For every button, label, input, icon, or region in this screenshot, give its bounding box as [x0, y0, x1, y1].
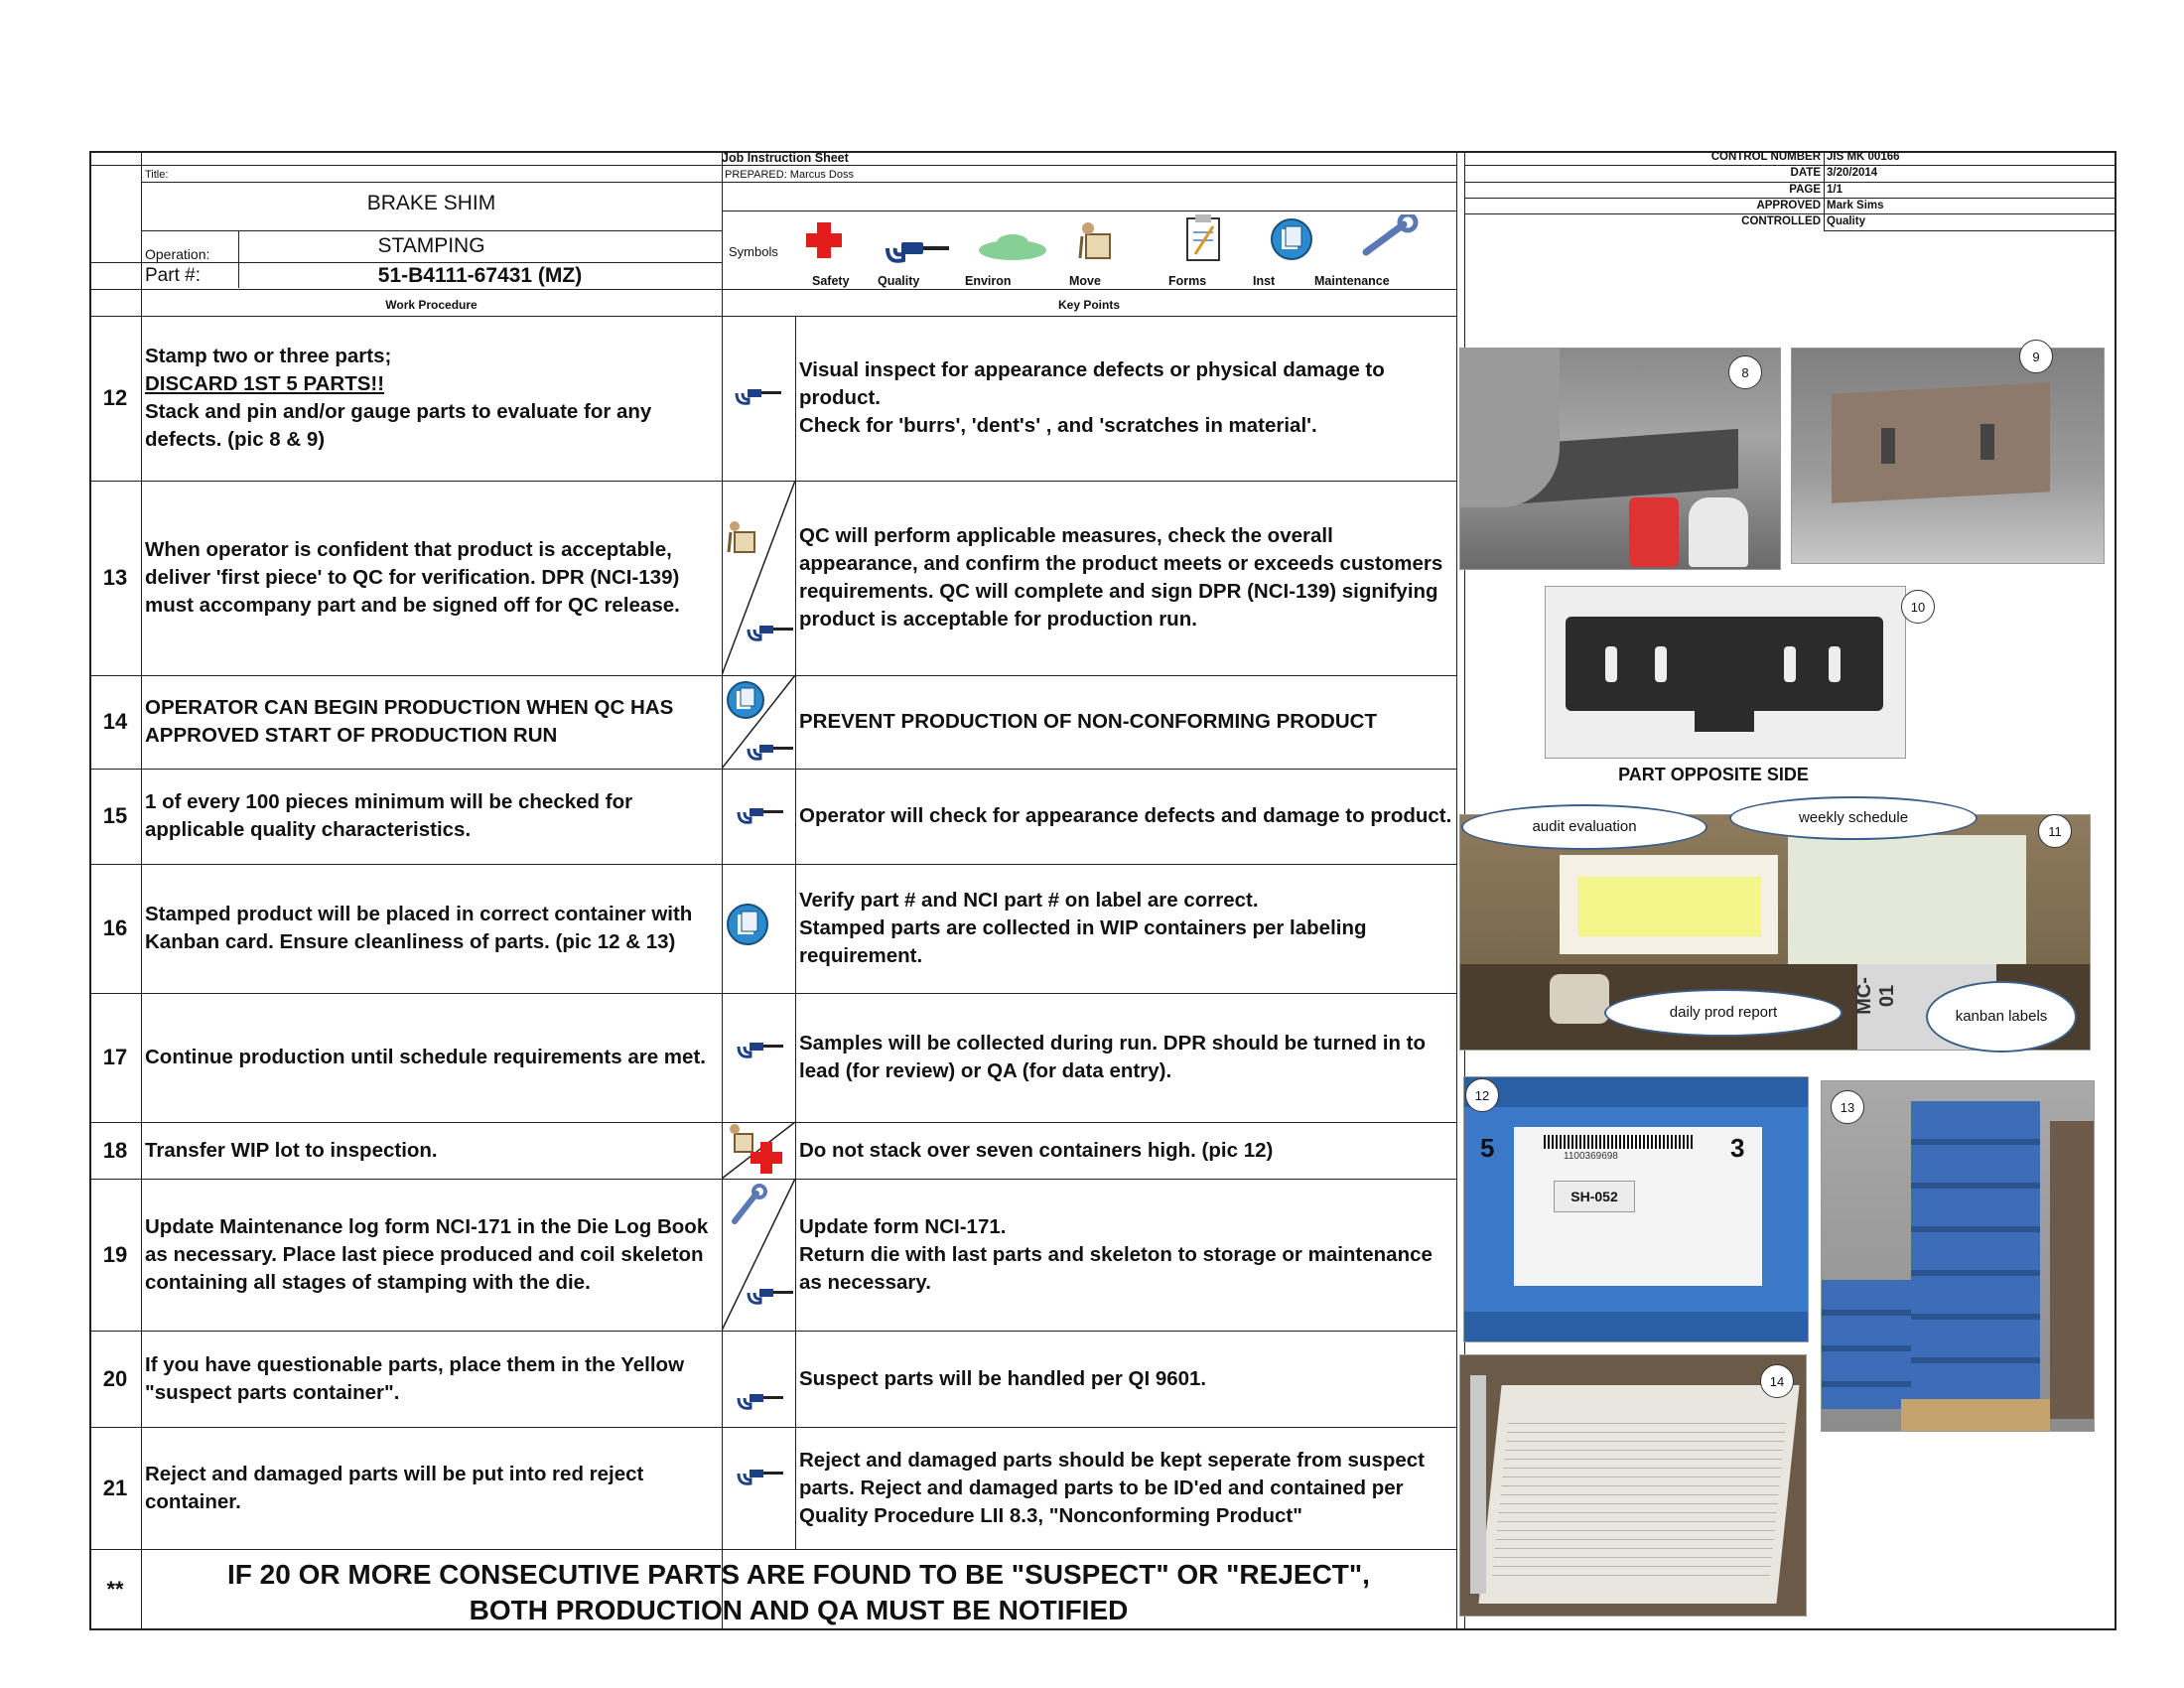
- work-procedure-header: Work Procedure: [385, 298, 478, 312]
- col-line-keypoints: [1456, 151, 1457, 1630]
- shelf-label: MC-01: [1853, 977, 1898, 1015]
- sheet-title: Job Instruction Sheet: [722, 151, 849, 165]
- step-key-point: PREVENT PRODUCTION OF NON-CONFORMING PRODUCT: [799, 710, 1377, 733]
- callout-bubble: daily prod report: [1604, 989, 1843, 1037]
- inst-icon: [725, 902, 770, 947]
- step-procedure: 1 of every 100 pieces minimum will be checked for applicable quality characteristics.: [145, 790, 633, 841]
- symbol-label-move: Move: [1069, 274, 1101, 288]
- control-number-value: JIS MK 00166: [1827, 151, 1900, 163]
- quality-icon: [747, 1281, 796, 1307]
- forms-icon: [1183, 212, 1223, 264]
- photo-stacked-bins: [1821, 1080, 2095, 1432]
- move-icon: [1074, 218, 1118, 264]
- photo-die-log-book: [1459, 1354, 1807, 1617]
- col-line-num: [141, 151, 142, 1630]
- photo-number-badge: 13: [1831, 1090, 1864, 1124]
- step-key-point: Suspect parts will be handled per QI 9601.: [799, 1366, 1207, 1390]
- inst-icon: [1269, 216, 1314, 262]
- bin-number-left: 5: [1480, 1133, 1495, 1163]
- symbols-label: Symbols: [729, 244, 778, 259]
- control-number-label: CONTROL NUMBER: [1710, 151, 1821, 163]
- photo-number-badge: 10: [1901, 590, 1935, 624]
- part-value: 51-B4111-67431 (MZ): [377, 264, 583, 287]
- controlled-label: CONTROLLED: [1741, 215, 1821, 227]
- symbol-label-environ: Environ: [965, 274, 1012, 288]
- date-value: 3/20/2014: [1827, 167, 1878, 179]
- step-number: 13: [102, 565, 128, 590]
- symbol-label-safety: Safety: [812, 274, 850, 288]
- step-number: 17: [102, 1045, 128, 1069]
- quality-icon: [747, 737, 796, 763]
- photo-number-badge: 8: [1728, 355, 1762, 389]
- step-number: 21: [102, 1475, 128, 1500]
- footer-warning: [141, 1557, 1456, 1628]
- symbol-label-inst: Inst: [1253, 274, 1276, 288]
- title-value: BRAKE SHIM: [366, 192, 496, 214]
- step-key-point: Samples will be collected during run. DPR should be turned in to lead (for review) or QA (for data entry).: [799, 1032, 1427, 1082]
- photo-part-opposite: [1545, 586, 1906, 759]
- step-key-point: QC will perform applicable measures, check the overall appearance, and confirm the product meets or exceeds customers requirements. QC will complete and sign DPR (NCI-139) signifying product is acceptable for production run.: [799, 524, 1443, 631]
- environ-icon: [973, 230, 1050, 264]
- callout-bubble: kanban labels: [1926, 981, 2077, 1053]
- quality-icon: [737, 1035, 786, 1060]
- bin-number-right: 3: [1730, 1133, 1745, 1163]
- page-label: PAGE: [1789, 184, 1821, 196]
- step-procedure: OPERATOR CAN BEGIN PRODUCTION WHEN QC HAS APPROVED START OF PRODUCTION RUN: [145, 696, 674, 747]
- footer-line-1: IF 20 OR MORE CONSECUTIVE PARTS ARE FOUND TO BE "SUSPECT" OR "REJECT",: [227, 1559, 1370, 1590]
- date-label: DATE: [1790, 167, 1821, 179]
- move-icon: [725, 518, 760, 558]
- photo-bin-label: [1463, 1076, 1809, 1342]
- approved-label: APPROVED: [1756, 200, 1821, 211]
- step-procedure: Stamped product will be placed in correct container with Kanban card. Ensure cleanliness of parts. (pic 12 & 13): [145, 903, 693, 953]
- photo-part-face: [1791, 348, 2105, 564]
- step-number: 20: [102, 1365, 128, 1391]
- step-number: 12: [102, 385, 128, 410]
- part-label: Part #:: [145, 265, 201, 286]
- step-number: 18: [102, 1137, 128, 1163]
- step-key-point: Reject and damaged parts should be kept seperate from suspect parts. Reject and damaged parts to be ID'ed and contained per Quality Procedure LII 8.3, "Nonconforming Product": [799, 1448, 1425, 1527]
- approved-value: Mark Sims: [1827, 200, 1884, 211]
- safety-icon: [804, 220, 844, 260]
- step-key-point: Verify part # and NCI part # on label are correct. Stamped parts are collected in WIP containers per labeling requirement.: [799, 889, 1367, 967]
- step-number: 14: [102, 709, 128, 734]
- symbol-label-quality: Quality: [878, 274, 920, 288]
- step-key-point: Operator will check for appearance defects and damage to product.: [799, 804, 1452, 827]
- step-procedure: Update Maintenance log form NCI-171 in the Die Log Book as necessary. Place last piece produced and coil skeleton containing all stages of stamping with the die.: [145, 1214, 709, 1294]
- maintenance-icon: [1358, 214, 1420, 258]
- operation-label: Operation:: [145, 246, 210, 262]
- safety-icon: [749, 1140, 784, 1176]
- symbol-label-forms: Forms: [1168, 274, 1207, 288]
- page-value: 1/1: [1827, 184, 1843, 196]
- prepared-by: PREPARED: Marcus Doss: [725, 169, 854, 181]
- barcode-number: 1100369698: [1564, 1151, 1618, 1162]
- step-number: 19: [102, 1241, 128, 1267]
- controlled-value: Quality: [1827, 215, 1865, 227]
- step-number: 16: [102, 915, 128, 940]
- quality-icon: [737, 1386, 786, 1412]
- key-points-header: Key Points: [1057, 298, 1120, 312]
- callout-bubble: audit evaluation: [1461, 804, 1707, 850]
- quality-icon: [884, 228, 953, 266]
- step-number: 15: [102, 803, 128, 828]
- photo-caption: PART OPPOSITE SIDE: [1618, 765, 1809, 784]
- photo-number-badge: 14: [1760, 1364, 1794, 1398]
- step-procedure: Reject and damaged parts will be put into red reject container.: [145, 1462, 644, 1513]
- callout-bubble: weekly schedule: [1729, 796, 1978, 840]
- photo-number-badge: 12: [1465, 1078, 1499, 1112]
- maintenance-icon: [729, 1184, 768, 1227]
- photo-number-badge: 9: [2019, 340, 2053, 373]
- quality-icon: [737, 800, 786, 826]
- quality-icon: [747, 618, 796, 643]
- inst-icon: [725, 679, 766, 721]
- bin-code: SH-052: [1554, 1181, 1635, 1212]
- step-procedure: When operator is confident that product is acceptable, deliver 'first piece' to QC for verification. DPR (NCI-139) must accompany part and be signed off for QC release.: [145, 538, 680, 617]
- photo-number-badge: 11: [2038, 814, 2072, 848]
- step-key-point: Do not stack over seven containers high. (pic 12): [799, 1138, 1274, 1162]
- footer-line-2: BOTH PRODUCTION AND QA MUST BE NOTIFIED: [469, 1595, 1129, 1625]
- title-label: Title:: [145, 169, 169, 181]
- step-procedure: Transfer WIP lot to inspection.: [145, 1138, 438, 1162]
- quality-icon: [737, 1462, 786, 1487]
- operation-value: STAMPING: [377, 234, 485, 257]
- step-procedure: Continue production until schedule requirements are met.: [145, 1046, 706, 1068]
- step-procedure: Stamp two or three parts; DISCARD 1ST 5 PARTS!! Stack and pin and/or gauge parts to evaluate for any defects. (pic 8 & 9): [145, 345, 652, 451]
- step-key-point: Update form NCI-171. Return die with last parts and skeleton to storage or maintenance as necessary.: [799, 1214, 1433, 1294]
- quality-icon: [735, 381, 784, 407]
- footer-marker: **: [106, 1577, 124, 1602]
- step-key-point: Visual inspect for appearance defects or physical damage to product. Check for 'burrs', 'dent's' , and 'scratches in material'.: [799, 358, 1385, 437]
- symbol-label-maintenance: Maintenance: [1314, 274, 1390, 288]
- step-procedure: If you have questionable parts, place them in the Yellow "suspect parts container".: [145, 1352, 685, 1404]
